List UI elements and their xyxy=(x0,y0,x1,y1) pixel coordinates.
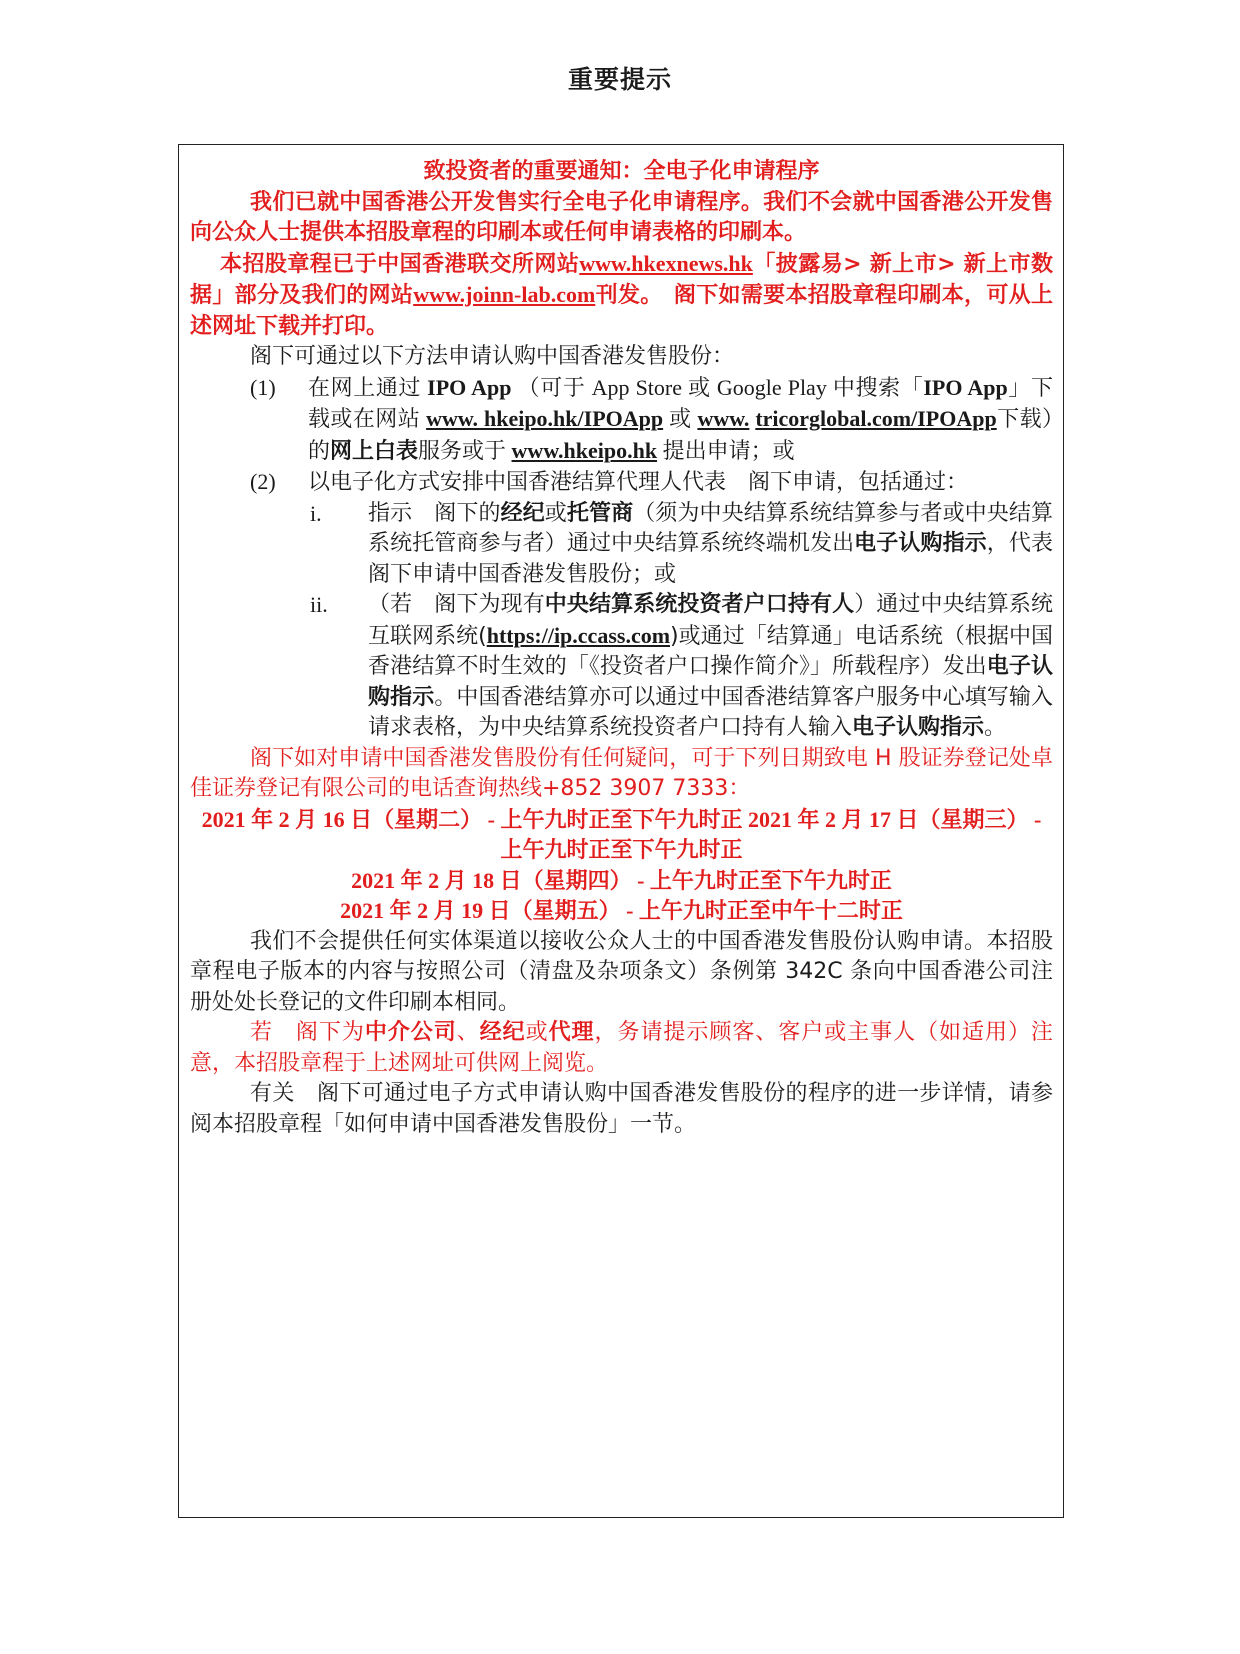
text-segment: 、 xyxy=(456,1020,480,1045)
method-subitem-i xyxy=(190,499,1075,591)
hkexnews-link[interactable]: www.hkexnews.hk xyxy=(579,250,753,276)
method-item-1 xyxy=(190,373,1053,468)
text-segment: 指示 阁下的 xyxy=(368,500,501,526)
notice-heading: 致投资者的重要通知：全电子化申请程序 xyxy=(423,159,820,184)
text-segment: 提出申请；或 xyxy=(662,438,795,464)
hkeipo-link[interactable]: www.hkeipo.hk xyxy=(511,437,658,463)
text-segment: 或 xyxy=(525,1020,549,1045)
ccass-investor-label: 中央结算系统投资者户口持有人 xyxy=(544,592,855,617)
text-segment: 服务或于 xyxy=(418,438,507,464)
text-segment: 以电子化方式安排中国香港结算代理人代表 阁下申请，包括通过： xyxy=(308,470,969,495)
ipo-app-name: IPO App xyxy=(427,374,512,400)
text-segment: 下载）的 xyxy=(308,407,1053,464)
further-details-paragraph: 有关 阁下可通过电子方式申请认购中国香港发售股份的程序的进一步详情，请参阅本招股章程「如何申请中国香港发售股份」一节。 xyxy=(190,1081,1053,1137)
text-segment: 。 xyxy=(984,715,1007,740)
subitem-number: i. xyxy=(310,500,322,526)
schedule-line-3: 2021 年 2 月 19 日（星期五） - 上午九时正至中午十二时正 xyxy=(340,898,903,923)
text-segment: )或通过「结算通」电话系统（根据中国香港结算不时生效的「《投资者户口操作简介》」所载程序）发出 xyxy=(368,623,1053,679)
notice-paragraph-websites xyxy=(190,249,1053,343)
text-segment: 或 xyxy=(669,407,692,432)
tricor-ipoapp-link[interactable]: tricorglobal.com/IPOApp xyxy=(755,406,997,431)
custodian-label: 托管商 xyxy=(566,500,634,526)
schedule-line-1: 2021 年 2 月 16 日（星期二） - 上午九时正至下午九时正 2021 年 2 月 17 日（星期三） - 上午九时正至下午九时正 xyxy=(201,806,1042,862)
methods-intro: 阁下可通过以下方法申请认购中国香港发售股份： xyxy=(250,344,735,369)
page-title: 重要提示 xyxy=(567,65,672,94)
text-segment: ，代表 阁下申请中国香港发售股份；或 xyxy=(368,531,1075,587)
broker-label: 经纪 xyxy=(500,500,545,526)
broker-label: 经纪 xyxy=(479,1020,526,1045)
text-segment: 或 xyxy=(544,500,567,526)
company-website-link[interactable]: www.joinn-lab.com xyxy=(413,282,596,307)
eipo-instruction-label: 电子认购指示 xyxy=(368,654,1053,710)
text-segment: 」下载或在网站 xyxy=(308,375,1053,432)
notice-box xyxy=(178,144,1075,1518)
agent-label: 代理 xyxy=(548,1020,595,1045)
no-physical-channel-paragraph: 我们不会提供任何实体渠道以接收公众人士的中国香港发售股份认购申请。本招股章程电子版本的内容与按照公司（清盘及杂项条文）条例第 342C 条向中国香港公司注册处处长登记的文件印刷本相同。 xyxy=(190,928,1053,1015)
text-segment: （若 阁下为现有 xyxy=(368,592,545,617)
schedule-line-2: 2021 年 2 月 18 日（星期四） - 上午九时正至下午九时正 xyxy=(351,867,892,893)
intermediary-paragraph xyxy=(190,1018,1053,1079)
white-form-label: 网上白表 xyxy=(330,438,419,464)
ccass-link[interactable]: https://ip.ccass.com xyxy=(486,622,671,648)
eipo-instruction-label: 电子认购指示 xyxy=(854,531,987,556)
method-item-2 xyxy=(190,467,1053,499)
text-segment: 刊发。 阁下如需要本招股章程印刷本，可从上述网址下载并打印。 xyxy=(190,283,1053,339)
text-segment: （可于 App Store 或 Google Play 中搜索「 xyxy=(517,374,924,400)
subitem-number: ii. xyxy=(310,592,328,617)
intermediary-label: 中介公司 xyxy=(364,1020,457,1045)
text-segment: ）通过中央结算系统互联网系统( xyxy=(368,592,1053,649)
text-segment: 。中国香港结算亦可以通过中国香港结算客户服务中心填写输入请求表格，为中央结算系统投资者户口持有人输入 xyxy=(368,684,1053,740)
tricor-link-prefix[interactable]: www. xyxy=(697,406,750,431)
eipo-instruction-label: 电子认购指示 xyxy=(852,715,985,740)
method-subitem-ii xyxy=(190,590,1053,744)
text-segment: ，务请提示顾客、客户或主事人（如适用）注意，本招股章程于上述网址可供网上阅览。 xyxy=(190,1020,1053,1076)
item-number: (2) xyxy=(250,469,276,494)
ipo-app-name: IPO App xyxy=(923,374,1008,400)
notice-paragraph-electronic: 我们已就中国香港公开发售实行全电子化申请程序。我们不会就中国香港公开发售向公众人士提供本招股章程的印刷本或任何申请表格的印刷本。 xyxy=(190,189,1053,245)
text-segment: 本招股章程已于中国香港联交所网站 xyxy=(220,251,580,277)
text-segment: 在网上通过 xyxy=(308,375,422,401)
text-segment: 「披露易> 新上市> 新上市数据」部分及我们的网站 xyxy=(190,251,1053,308)
hkeipo-ipoapp-link[interactable]: www. hkeipo.hk/IPOApp xyxy=(426,406,664,431)
item-number: (1) xyxy=(250,374,276,400)
text-segment: 若 阁下为 xyxy=(250,1020,365,1045)
text-segment: （须为中央结算系统结算参与者或中央结算系统托管商参与者）通过中央结算系统终端机发出 xyxy=(368,500,1053,556)
hotline-paragraph: 阁下如对申请中国香港发售股份有任何疑问，可于下列日期致电 H 股证券登记处卓佳证券登记有限公司的电话查询热线+852 3907 7333： xyxy=(190,745,1053,801)
